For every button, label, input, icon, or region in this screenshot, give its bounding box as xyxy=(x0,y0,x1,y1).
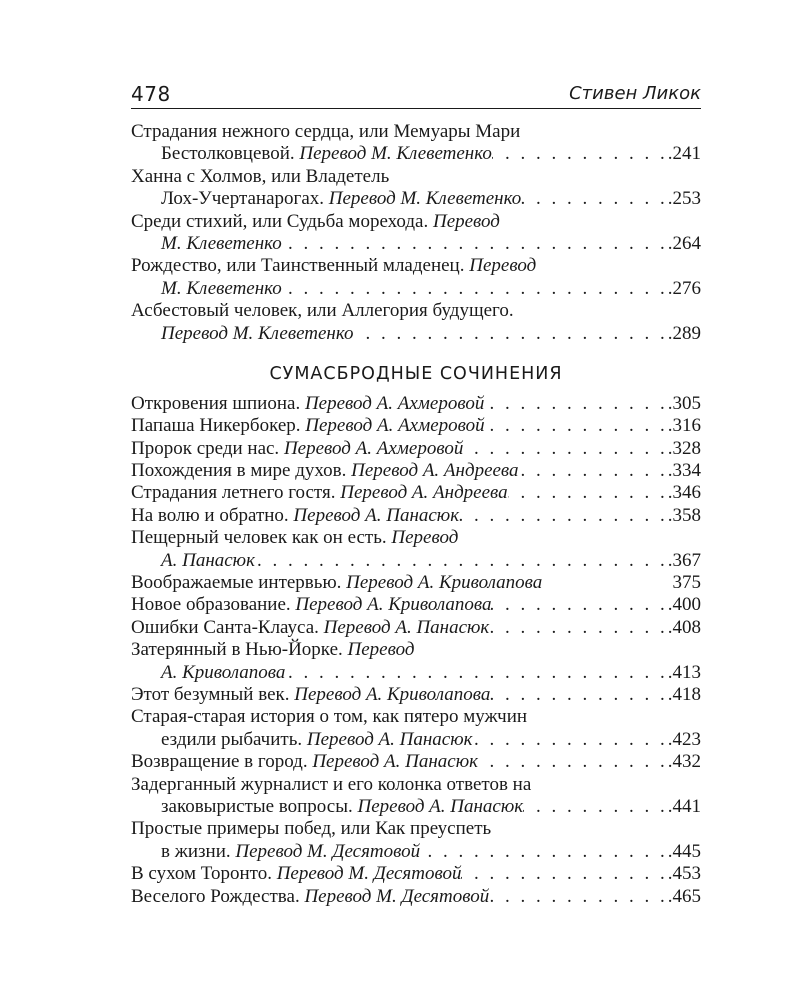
toc-entry xyxy=(131,751,701,773)
toc-entry-continuation-line xyxy=(131,233,701,255)
entry-title: Страдания летнего гостя. xyxy=(131,482,341,504)
entry-translator: Перевод xyxy=(469,255,537,277)
entry-title: Веселого Рождества. xyxy=(131,885,305,907)
table-of-contents xyxy=(131,121,701,908)
entry-title: Старая-старая история о том, как пятеро мужчин xyxy=(131,706,528,728)
toc-entry-line xyxy=(131,639,701,661)
entry-page-number: .305 xyxy=(667,392,701,414)
toc-entry-continuation-line xyxy=(131,796,701,818)
toc-entry xyxy=(131,527,701,572)
running-header xyxy=(131,80,701,108)
dot-leaders xyxy=(478,751,668,773)
toc-entry-line xyxy=(131,482,701,504)
toc-entry-continuation-line xyxy=(131,143,701,165)
toc-entry-line xyxy=(131,438,701,460)
toc-entry-line xyxy=(131,774,701,796)
dot-leaders xyxy=(354,323,668,345)
page-number: 478 xyxy=(131,82,171,106)
entry-translator: Перевод М. Клеветенко xyxy=(328,188,522,210)
toc-entry-line xyxy=(131,572,701,594)
toc-entry-line xyxy=(131,121,701,143)
toc-section-group xyxy=(131,393,701,908)
entry-page-number: .445 xyxy=(667,840,701,862)
entry-translator: Перевод А. Панасюк xyxy=(293,504,460,526)
toc-entry-line xyxy=(131,818,701,840)
entry-page-number: .441 xyxy=(667,795,701,817)
entry-translator: Перевод xyxy=(391,527,459,549)
toc-entry xyxy=(131,393,701,415)
toc-entry-line xyxy=(131,255,701,277)
toc-entry xyxy=(131,572,701,594)
toc-entry-line xyxy=(131,300,701,322)
toc-entry-line xyxy=(131,886,701,908)
entry-title: Ошибки Санта-Клауса. xyxy=(131,616,324,638)
dot-leaders xyxy=(490,684,667,706)
entry-title: в жизни. xyxy=(161,840,236,862)
toc-entry-line xyxy=(131,684,701,706)
entry-title: Этот безумный век. xyxy=(131,683,295,705)
entry-translator: Перевод А. Панасюк xyxy=(312,751,478,773)
entry-title: Задерганный журналист и его колонка ответов на xyxy=(131,773,532,795)
section-heading: СУМАСБРОДНЫЕ СОЧИНЕНИЯ xyxy=(269,363,563,384)
entry-page-number: .253 xyxy=(667,188,701,210)
entry-translator: Перевод А. Панасюк xyxy=(323,616,490,638)
toc-entry-continuation-line xyxy=(131,278,701,300)
toc-entry-line xyxy=(131,211,701,233)
entry-page-number: .432 xyxy=(667,751,701,773)
entry-title: Новое образование. xyxy=(131,594,296,616)
toc-entry-line xyxy=(131,863,701,885)
toc-entry-line xyxy=(131,393,701,415)
toc-entry xyxy=(131,460,701,482)
toc-entry-line xyxy=(131,751,701,773)
dot-leaders xyxy=(255,550,668,572)
toc-entry-continuation-line xyxy=(131,323,701,345)
toc-entry xyxy=(131,166,701,211)
entry-title: Похождения в мире духов. xyxy=(131,460,352,482)
entry-title: Асбестовый человек, или Аллегория будущего. xyxy=(131,300,514,322)
entry-page-number: .276 xyxy=(667,277,701,299)
toc-entry xyxy=(131,438,701,460)
entry-translator: Перевод А. Панасюк xyxy=(306,728,473,750)
toc-entry-continuation-line xyxy=(131,662,701,684)
entry-page-number: .264 xyxy=(667,232,701,254)
toc-entry xyxy=(131,415,701,437)
dot-leaders xyxy=(508,482,668,504)
entry-title: На волю и обратно. xyxy=(131,504,294,526)
toc-entry xyxy=(131,594,701,616)
dot-leaders xyxy=(484,393,667,415)
dot-leaders xyxy=(473,729,668,751)
entry-translator: Перевод М. Десятовой xyxy=(276,863,462,885)
entry-title: ездили рыбачить. xyxy=(161,728,307,750)
toc-entry-continuation-line xyxy=(131,188,701,210)
entry-page-number: .241 xyxy=(667,143,701,165)
toc-entry-line xyxy=(131,460,701,482)
entry-page-number: .400 xyxy=(667,594,701,616)
entry-title: Откровения шпиона. xyxy=(131,392,305,414)
entry-page-number: .418 xyxy=(667,683,701,705)
toc-entry xyxy=(131,121,701,166)
toc-entry xyxy=(131,886,701,908)
dot-leaders xyxy=(492,143,668,165)
entry-translator: Перевод М. Клеветенко xyxy=(161,322,354,344)
entry-page-number: .465 xyxy=(667,885,701,907)
entry-translator: М. Клеветенко xyxy=(161,232,282,254)
entry-page-number: .289 xyxy=(667,322,701,344)
entry-translator: Перевод М. Клеветенко xyxy=(299,143,492,165)
header-rule xyxy=(131,108,701,109)
toc-entry-continuation-line xyxy=(131,729,701,751)
entry-title: Папаша Никербокер. xyxy=(131,415,306,437)
entry-translator: Перевод А. Ахмеровой xyxy=(304,392,485,414)
entry-page-number: .328 xyxy=(667,437,701,459)
entry-translator: Перевод А. Криволапова xyxy=(346,572,543,594)
toc-entry xyxy=(131,211,701,256)
toc-entry xyxy=(131,639,701,684)
running-title: Стивен Ликок xyxy=(569,83,701,104)
entry-translator: Перевод М. Десятовой xyxy=(235,840,421,862)
toc-entry xyxy=(131,255,701,300)
entry-translator: Перевод А. Андреева xyxy=(340,482,508,504)
toc-entry-line xyxy=(131,505,701,527)
dot-leaders xyxy=(485,415,668,437)
entry-title: Затерянный в Нью-Йорке. xyxy=(131,639,348,661)
dot-leaders xyxy=(420,841,668,863)
entry-title: Среди стихий, или Судьба морехода. xyxy=(131,210,433,232)
entry-title: Возвращение в город. xyxy=(131,751,313,773)
toc-entry xyxy=(131,774,701,819)
entry-translator: А. Панасюк xyxy=(161,549,255,571)
entry-title: Пророк среди нас. xyxy=(131,437,284,459)
toc-entry-continuation-line xyxy=(131,550,701,572)
dot-leaders xyxy=(489,617,667,639)
entry-translator: Перевод А. Панасюк xyxy=(357,795,524,817)
dot-leaders xyxy=(282,278,668,300)
toc-entry xyxy=(131,863,701,885)
entry-page-number: .408 xyxy=(667,616,701,638)
toc-entry xyxy=(131,300,701,345)
entry-page-number: .423 xyxy=(667,728,701,750)
toc-entry-continuation-line xyxy=(131,841,701,863)
entry-translator: Перевод А. Криволапова xyxy=(295,594,492,616)
dot-leaders xyxy=(519,460,668,482)
toc-entry-line xyxy=(131,166,701,188)
toc-entry xyxy=(131,818,701,863)
entry-page-number: .358 xyxy=(667,504,701,526)
dot-leaders xyxy=(521,188,667,210)
entry-translator: Перевод А. Ахмеровой xyxy=(283,437,464,459)
entry-translator: Перевод xyxy=(432,210,500,232)
toc-entry-line xyxy=(131,415,701,437)
entry-page-number: .334 xyxy=(667,460,701,482)
dot-leaders xyxy=(523,796,668,818)
toc-entry xyxy=(131,617,701,639)
toc-top-group xyxy=(131,121,701,345)
toc-entry xyxy=(131,684,701,706)
toc-entry-line xyxy=(131,706,701,728)
toc-entry xyxy=(131,505,701,527)
entry-translator: Перевод А. Криволапова xyxy=(294,683,491,705)
dot-leaders xyxy=(463,438,667,460)
entry-title: Рождество, или Таинственный младенец. xyxy=(131,255,470,277)
entry-title: В сухом Торонто. xyxy=(131,863,277,885)
dot-leaders xyxy=(491,594,667,616)
entry-title: Воображаемые интервью. xyxy=(131,572,347,594)
toc-entry-line xyxy=(131,594,701,616)
entry-title: Страдания нежного сердца, или Мемуары Мари xyxy=(131,121,521,142)
entry-page-number: 375 xyxy=(667,572,701,594)
entry-translator: Перевод xyxy=(347,639,415,661)
entry-title: Лох-Учертанарогах. xyxy=(161,188,329,210)
entry-title: Бестолковцевой. xyxy=(161,143,300,165)
entry-translator: А. Криволапова xyxy=(161,661,286,683)
entry-translator: Перевод М. Десятовой xyxy=(304,885,490,907)
dot-leaders xyxy=(459,505,668,527)
entry-title: Простые примеры побед, или Как преуспеть xyxy=(131,818,492,840)
toc-entry-line xyxy=(131,527,701,549)
entry-translator: М. Клеветенко xyxy=(161,277,282,299)
entry-page-number: .346 xyxy=(667,482,701,504)
toc-entry-line xyxy=(131,617,701,639)
entry-translator: Перевод А. Ахмеровой xyxy=(305,415,485,437)
dot-leaders xyxy=(285,662,667,684)
dot-leaders xyxy=(461,863,667,885)
entry-translator: Перевод А. Андреева xyxy=(351,460,519,482)
entry-page-number: .413 xyxy=(667,661,701,683)
toc-entry xyxy=(131,482,701,504)
toc-entry xyxy=(131,706,701,751)
entry-title: Пещерный человек как он есть. xyxy=(131,527,392,549)
dot-leaders xyxy=(489,886,668,908)
entry-page-number: .453 xyxy=(667,863,701,885)
entry-title: заковыристые вопросы. xyxy=(161,795,358,817)
dot-leaders xyxy=(282,233,668,255)
entry-page-number: .316 xyxy=(667,415,701,437)
entry-page-number: .367 xyxy=(667,549,701,571)
entry-title: Ханна с Холмов, или Владетель xyxy=(131,165,390,187)
